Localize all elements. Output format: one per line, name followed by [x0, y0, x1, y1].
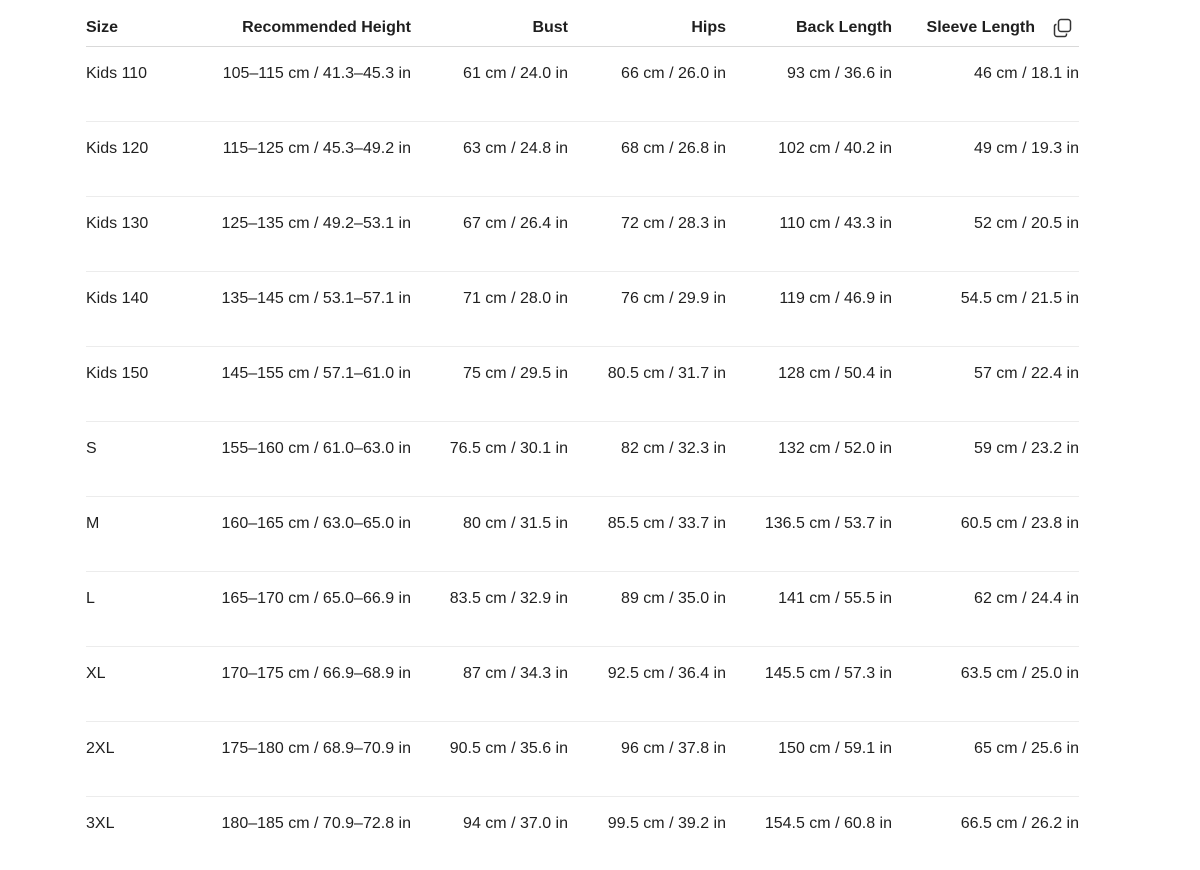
cell-hips: 72 cm / 28.3 in — [568, 197, 726, 272]
cell-back-length: 145.5 cm / 57.3 in — [726, 647, 892, 722]
cell-bust: 63 cm / 24.8 in — [411, 122, 568, 197]
cell-recommended-height: 115–125 cm / 45.3–49.2 in — [204, 122, 411, 197]
cell-recommended-height: 155–160 cm / 61.0–63.0 in — [204, 422, 411, 497]
cell-hips: 80.5 cm / 31.7 in — [568, 347, 726, 422]
table-row — [86, 497, 1079, 572]
cell-back-length: 93 cm / 36.6 in — [726, 47, 892, 122]
cell-recommended-height: 125–135 cm / 49.2–53.1 in — [204, 197, 411, 272]
table-row — [86, 572, 1079, 647]
header-recommended-height: Recommended Height — [204, 10, 411, 47]
cell-size: L — [86, 572, 204, 647]
cell-back-length: 132 cm / 52.0 in — [726, 422, 892, 497]
cell-size: Kids 150 — [86, 347, 204, 422]
header-hips: Hips — [568, 10, 726, 47]
cell-hips: 76 cm / 29.9 in — [568, 272, 726, 347]
cell-hips: 85.5 cm / 33.7 in — [568, 497, 726, 572]
cell-size: M — [86, 497, 204, 572]
header-sleeve-length: Sleeve Length — [892, 10, 1079, 47]
cell-size: Kids 110 — [86, 47, 204, 122]
cell-bust: 83.5 cm / 32.9 in — [411, 572, 568, 647]
cell-sleeve-length: 62 cm / 24.4 in — [892, 572, 1079, 647]
cell-hips: 99.5 cm / 39.2 in — [607, 815, 726, 832]
cell-bust: 87 cm / 34.3 in — [411, 647, 568, 722]
header-size: Size — [86, 10, 204, 47]
cell-recommended-height: 175–180 cm / 68.9–70.9 in — [204, 722, 411, 797]
table-row — [86, 647, 1079, 722]
cell-recommended-height: 105–115 cm / 41.3–45.3 in — [204, 47, 411, 122]
header-bust: Bust — [411, 10, 568, 47]
cell-hips: 82 cm / 32.3 in — [568, 422, 726, 497]
cell-recommended-height: 180–185 cm / 70.9–72.8 in — [221, 815, 411, 832]
cell-hips: 89 cm / 35.0 in — [568, 572, 726, 647]
cell-hips: 68 cm / 26.8 in — [568, 122, 726, 197]
cell-size: S — [86, 422, 204, 497]
cell-back-length: 150 cm / 59.1 in — [726, 722, 892, 797]
cell-back-length: 141 cm / 55.5 in — [726, 572, 892, 647]
cell-recommended-height: 135–145 cm / 53.1–57.1 in — [204, 272, 411, 347]
cell-hips: 96 cm / 37.8 in — [568, 722, 726, 797]
cell-back-length: 110 cm / 43.3 in — [726, 197, 892, 272]
table-row — [86, 797, 1079, 870]
cell-recommended-height: 165–170 cm / 65.0–66.9 in — [204, 572, 411, 647]
cell-sleeve-length: 49 cm / 19.3 in — [892, 122, 1079, 197]
cell-sleeve-length: 54.5 cm / 21.5 in — [892, 272, 1079, 347]
cell-bust: 90.5 cm / 35.6 in — [411, 722, 568, 797]
cell-bust: 67 cm / 26.4 in — [411, 197, 568, 272]
copy-table-button[interactable] — [1052, 17, 1074, 39]
copy-icon — [1052, 17, 1074, 39]
cell-sleeve-length: 60.5 cm / 23.8 in — [892, 497, 1079, 572]
cell-back-length: 128 cm / 50.4 in — [726, 347, 892, 422]
cell-bust: 80 cm / 31.5 in — [411, 497, 568, 572]
size-chart-table — [86, 10, 1079, 870]
cell-back-length: 136.5 cm / 53.7 in — [726, 497, 892, 572]
cell-recommended-height: 160–165 cm / 63.0–65.0 in — [204, 497, 411, 572]
cell-sleeve-length: 57 cm / 22.4 in — [892, 347, 1079, 422]
cell-back-length: 102 cm / 40.2 in — [726, 122, 892, 197]
cell-bust: 71 cm / 28.0 in — [411, 272, 568, 347]
cell-back-length: 119 cm / 46.9 in — [726, 272, 892, 347]
cell-size: Kids 130 — [86, 197, 204, 272]
cell-back-length: 154.5 cm / 60.8 in — [764, 815, 892, 832]
cell-recommended-height: 145–155 cm / 57.1–61.0 in — [204, 347, 411, 422]
table-row — [86, 272, 1079, 347]
cell-bust: 75 cm / 29.5 in — [411, 347, 568, 422]
cell-recommended-height: 170–175 cm / 66.9–68.9 in — [204, 647, 411, 722]
cell-size: 2XL — [86, 722, 204, 797]
cell-sleeve-length: 59 cm / 23.2 in — [892, 422, 1079, 497]
cell-hips: 66 cm / 26.0 in — [568, 47, 726, 122]
cell-bust: 61 cm / 24.0 in — [411, 47, 568, 122]
table-row — [86, 722, 1079, 797]
table-row — [86, 347, 1079, 422]
table-body — [86, 47, 1079, 870]
cell-hips: 92.5 cm / 36.4 in — [568, 647, 726, 722]
table-header-row — [86, 10, 1079, 47]
table-row — [86, 47, 1079, 122]
table-row — [86, 122, 1079, 197]
cell-size: 3XL — [86, 815, 115, 832]
cell-sleeve-length: 65 cm / 25.6 in — [892, 722, 1079, 797]
cell-sleeve-length: 46 cm / 18.1 in — [892, 47, 1079, 122]
cell-size: Kids 120 — [86, 122, 204, 197]
header-back-length: Back Length — [726, 10, 892, 47]
cell-bust: 94 cm / 37.0 in — [463, 815, 568, 832]
cell-sleeve-length: 66.5 cm / 26.2 in — [960, 815, 1079, 832]
cell-size: Kids 140 — [86, 272, 204, 347]
table-row — [86, 422, 1079, 497]
cell-bust: 76.5 cm / 30.1 in — [411, 422, 568, 497]
cell-size: XL — [86, 647, 204, 722]
cell-sleeve-length: 63.5 cm / 25.0 in — [892, 647, 1079, 722]
cell-sleeve-length: 52 cm / 20.5 in — [892, 197, 1079, 272]
table-row — [86, 197, 1079, 272]
